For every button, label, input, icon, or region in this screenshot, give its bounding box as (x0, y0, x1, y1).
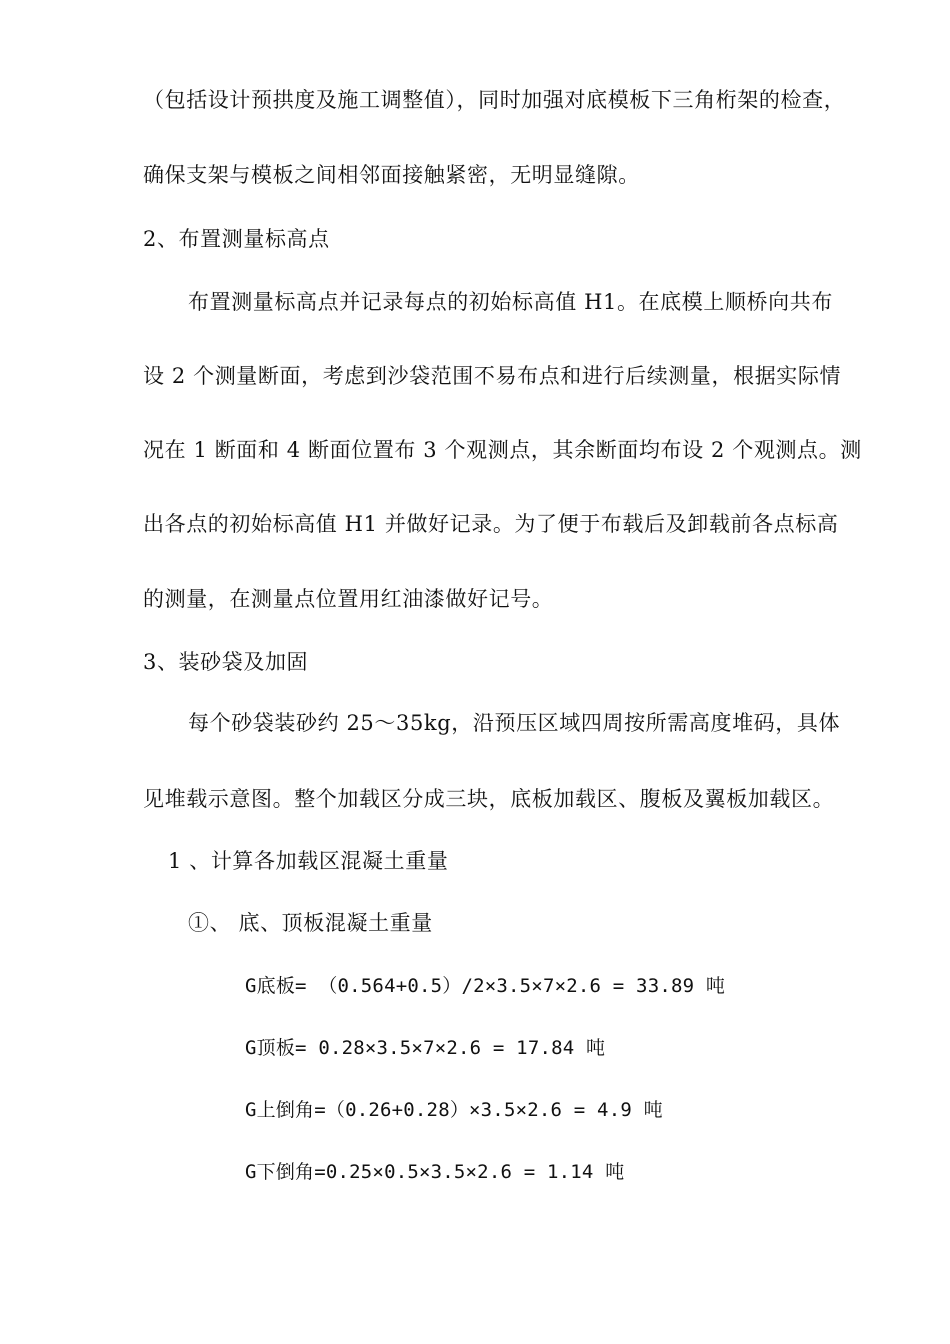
formula-upper-chamfer: G上倒角=（0.26+0.28）×3.5×2.6 = 4.9 吨 (245, 1099, 663, 1121)
paragraph1-line1: （包括设计预拱度及施工调整值），同时加强对底模板下三角桁架的检查， (143, 88, 846, 112)
paragraph1-line2: 确保支架与模板之间相邻面接触紧密，无明显缝隙。 (143, 163, 640, 187)
formula-bottom-slab: G底板= （0.564+0.5）/2×3.5×7×2.6 = 33.89 吨 (245, 975, 726, 997)
paragraph3-line1: 每个砂袋装砂约 25～35kg，沿预压区域四周按所需高度堆码，具体 (188, 711, 841, 735)
paragraph2-line4: 出各点的初始标高值 H1 并做好记录。为了便于布载后及卸载前各点标高 (143, 512, 839, 536)
heading-3: 3、装砂袋及加固 (143, 650, 309, 674)
heading-2: 2、布置测量标高点 (143, 227, 330, 251)
list-item-1: 1 、计算各加载区混凝土重量 (168, 849, 449, 873)
sub-item-1: ①、 底、顶板混凝土重量 (188, 911, 433, 935)
paragraph2-line3: 况在 1 断面和 4 断面位置布 3 个观测点，其余断面均布设 2 个观测点。测 (143, 438, 862, 462)
paragraph2-line5: 的测量，在测量点位置用红油漆做好记号。 (143, 587, 554, 611)
paragraph2-line1: 布置测量标高点并记录每点的初始标高值 H1。在底模上顺桥向共布 (188, 290, 833, 314)
formula-lower-chamfer: G下倒角=0.25×0.5×3.5×2.6 = 1.14 吨 (245, 1161, 625, 1183)
paragraph2-line2: 设 2 个测量断面，考虑到沙袋范围不易布点和进行后续测量，根据实际情 (143, 364, 842, 388)
formula-top-slab: G顶板= 0.28×3.5×7×2.6 = 17.84 吨 (245, 1037, 606, 1059)
paragraph3-line2: 见堆载示意图。整个加载区分成三块，底板加载区、腹板及翼板加载区。 (143, 787, 835, 811)
